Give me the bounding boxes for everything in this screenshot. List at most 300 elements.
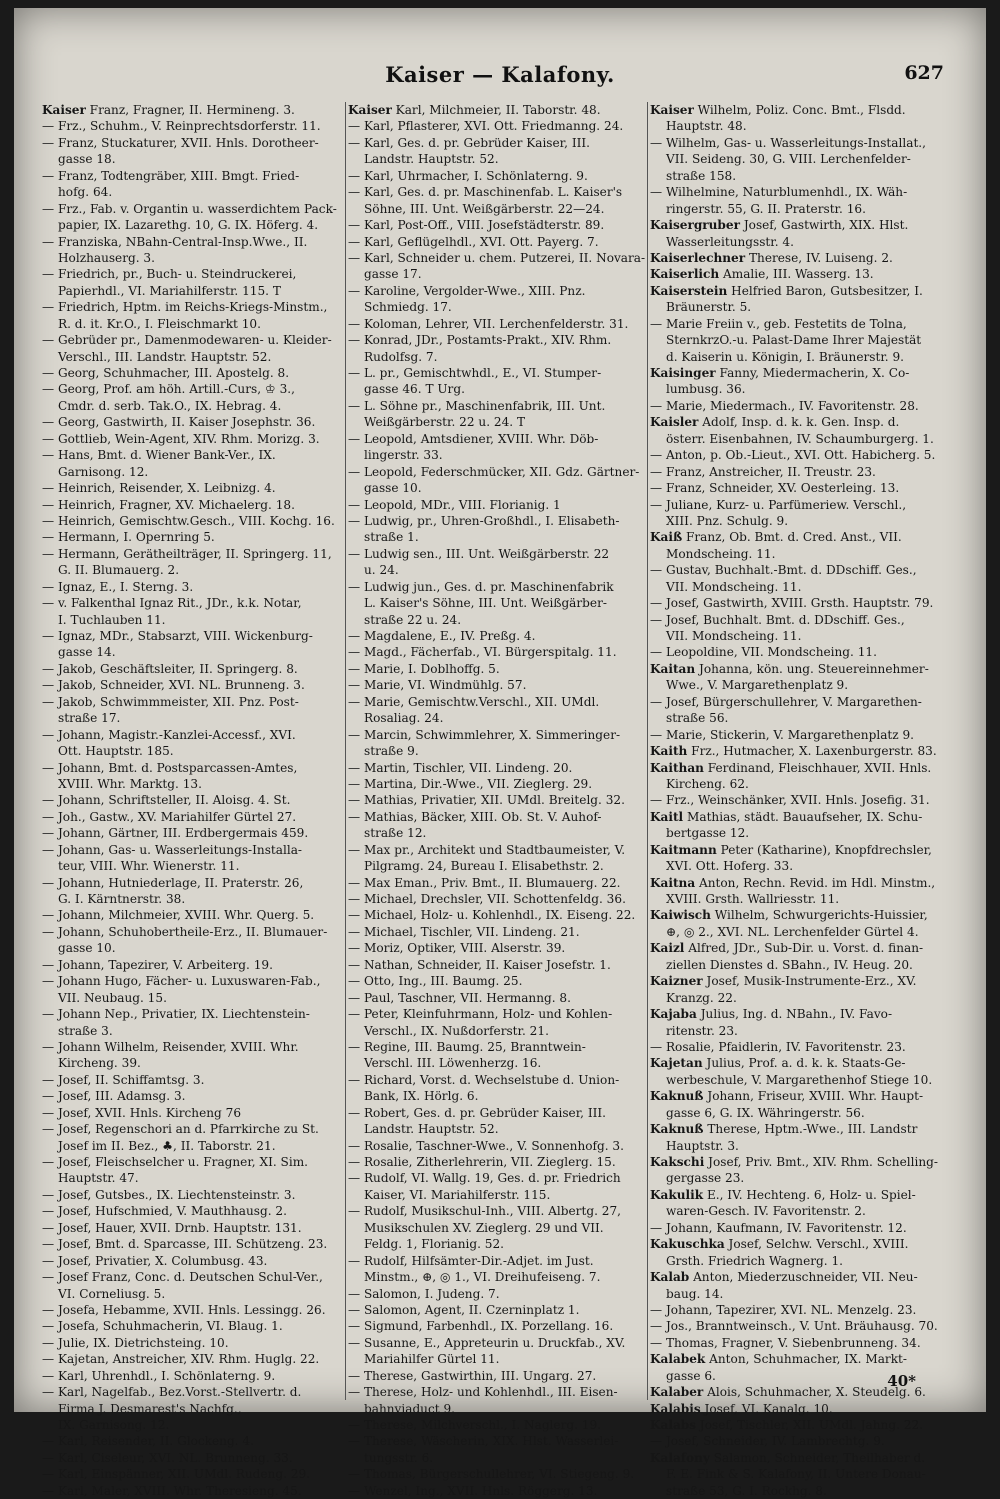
entry-text: — Max Eman., Priv. Bmt., II. Blumauerg. 22.: [348, 875, 621, 890]
entry-line: [650, 595, 948, 611]
entry-line: [650, 480, 948, 496]
page-header: [14, 60, 986, 96]
entry-text: — Josef, Schneider, IV. Lambrechtg. 9.: [650, 1434, 885, 1449]
entry-text: — Koloman, Lehrer, VII. Lerchenfelderstr. 31.: [348, 316, 629, 331]
entry-text: — Leopold, MDr., VIII. Florianig. 1: [348, 497, 561, 512]
entry-text: — Josef, Regenschori an d. Pfarrkirche zu St.: [42, 1122, 319, 1137]
entry-text: — Johann Nep., Privatier, IX. Liechtenstein-: [42, 1007, 310, 1022]
entry-line: [348, 497, 646, 513]
entry-line: [42, 381, 340, 397]
entry-line: [348, 743, 646, 759]
entry-text: teur, VIII. Whr. Wienerstr. 11.: [58, 859, 240, 874]
surname-headword: Kakuschka: [650, 1237, 725, 1252]
surname-headword: Kaisler: [650, 415, 699, 430]
entry-line: [42, 1269, 340, 1285]
entry-line: [348, 875, 646, 891]
page-number: 627: [904, 62, 944, 84]
running-title: Kaiser — Kalafony.: [385, 62, 615, 87]
entry-line: [650, 266, 948, 282]
entry-line: [348, 891, 646, 907]
entry-text: Grsth. Friedrich Wagnerg. 1.: [666, 1253, 844, 1268]
surname-headword: Kaiser: [42, 103, 86, 117]
column-right: [647, 102, 948, 1498]
entry-text: straße 12.: [364, 826, 427, 841]
entry-line: [42, 118, 340, 134]
entry-text: — Franz, Stuckaturer, XVII. Hnls. Dorotheer-: [42, 135, 319, 150]
entry-text: XVIII. Whr. Marktg. 13.: [58, 776, 202, 791]
surname-headword: Kaiserstein: [650, 283, 728, 298]
surname-headword: Kaitmann: [650, 842, 717, 857]
entry-line: [650, 612, 948, 628]
entry-text: — Karl, Post-Off., VIII. Josefstädterstr. 89.: [348, 218, 605, 233]
entry-text: — Karl, Ciseleur, XVI. NL. Brunneng. 33.: [42, 1450, 293, 1465]
entry-line: [650, 201, 948, 217]
entry-text: — Johann, Gärtner, III. Erdbergermais 459.: [42, 826, 309, 841]
entry-text: — Josef, XVII. Hnls. Kircheng 76: [42, 1105, 242, 1120]
entry-text: waren-Gesch. IV. Favoritenstr. 2.: [666, 1204, 866, 1219]
entry-line: [348, 1072, 646, 1088]
entry-line: [42, 727, 340, 743]
entry-line: [42, 1170, 340, 1186]
entry-text: — Josef Franz, Conc. d. Deutschen Schul-Ver.,: [42, 1270, 323, 1285]
entry-text: — Joh., Gastw., XV. Mariahilfer Gürtel 27.: [42, 809, 297, 824]
entry-text: XVI. Ott. Hoferg. 33.: [666, 859, 794, 874]
entry-text: — Salomon, I. Judeng. 7.: [348, 1286, 500, 1301]
surname-headword: Kaiser: [650, 103, 694, 117]
entry-line: [650, 1006, 948, 1022]
entry-line: [650, 1286, 948, 1302]
entry-text: — Kajetan, Anstreicher, XIV. Rhm. Huglg. 22.: [42, 1352, 320, 1367]
entry-text: — Johann Wilhelm, Reisender, XVIII. Whr.: [42, 1039, 299, 1054]
entry-line: [650, 1154, 948, 1170]
entry-line: [348, 151, 646, 167]
entry-text: — Frz., Fab. v. Organtin u. wasserdichtem Pack-: [42, 201, 337, 216]
entry-line: [650, 398, 948, 414]
entry-text: straße 3.: [58, 1023, 113, 1038]
entry-text: — Salomon, Agent, II. Czerninplatz 1.: [348, 1302, 580, 1317]
entry-text: Josef im II. Bez., ♣, II. Taborstr. 21.: [58, 1138, 276, 1153]
entry-line: [650, 234, 948, 250]
entry-line: [348, 957, 646, 973]
entry-line: [650, 1302, 948, 1318]
entry-text: — Marie, Gemischtw.Verschl., XII. UMdl.: [348, 694, 600, 709]
entry-text: — Sigmund, Farbenhdl., IX. Porzellang. 16.: [348, 1319, 614, 1334]
entry-line: [650, 529, 948, 545]
entry-line: [42, 1105, 340, 1121]
entry-text: — Ignaz, E., I. Sterng. 3.: [42, 579, 194, 594]
entry-line: [650, 349, 948, 365]
entry-line: [348, 349, 646, 365]
entry-line: [650, 1401, 948, 1417]
entry-line: [650, 102, 948, 118]
column-left: [42, 102, 340, 1499]
surname-headword: Kaiser: [348, 103, 392, 117]
entry-line: [42, 1072, 340, 1088]
entry-text: Johann, Friseur, XVIII. Whr. Haupt-: [703, 1089, 924, 1104]
entry-line: [42, 414, 340, 430]
entry-line: [650, 940, 948, 956]
entry-line: [42, 365, 340, 381]
entry-line: [42, 1236, 340, 1252]
entry-line: [348, 201, 646, 217]
entry-line: [348, 677, 646, 693]
entry-text: gasse 14.: [58, 645, 116, 660]
entry-text: — Josef, Privatier, X. Columbusg. 43.: [42, 1253, 268, 1268]
entry-text: — Georg, Gastwirth, II. Kaiser Josephstr. 36.: [42, 415, 316, 430]
entry-line: [348, 1384, 646, 1400]
entry-line: [348, 612, 646, 628]
entry-text: — Mathias, Bäcker, XIII. Ob. St. V. Auhof-: [348, 809, 602, 824]
entry-line: [650, 973, 948, 989]
entry-text: — Therese, Wäscherin, XIX. Hlst. Wasserlei-: [348, 1434, 619, 1449]
entry-line: [650, 1351, 948, 1367]
entry-text: Julius, Prof. a. d. k. k. Staats-Ge-: [702, 1056, 906, 1071]
entry-line: [42, 1450, 340, 1466]
entry-line: [42, 332, 340, 348]
entry-text: — Franz, Schneider, XV. Oesterleing. 13.: [650, 481, 900, 496]
entry-text: Landstr. Hauptstr. 52.: [364, 1122, 499, 1137]
surname-headword: Kaisinger: [650, 366, 716, 380]
entry-text: Kranzg. 22.: [666, 990, 737, 1005]
entry-text: werbeschule, V. Margarethenhof Stiege 10.: [666, 1072, 933, 1087]
entry-text: SternkrzO.-u. Palast-Dame Ihrer Majestät: [666, 333, 922, 348]
entry-line: [348, 168, 646, 184]
entry-text: — Franz, Anstreicher, II. Treustr. 23.: [650, 464, 876, 479]
entry-line: [650, 907, 948, 923]
entry-text: — Johann, Schuhobertheile-Erz., II. Blumauer-: [42, 924, 328, 939]
entry-line: [42, 957, 340, 973]
surname-headword: Kalabs: [650, 1418, 697, 1432]
entry-line: [650, 497, 948, 513]
entry-line: [42, 990, 340, 1006]
entry-line: [42, 973, 340, 989]
entry-line: [348, 381, 646, 397]
entry-line: [650, 924, 948, 940]
entry-text: VII. Mondscheing. 11.: [666, 579, 802, 594]
surname-headword: Kaizner: [650, 974, 703, 989]
entry-text: Mondscheing. 11.: [666, 546, 776, 561]
entry-line: [650, 661, 948, 677]
entry-line: [42, 151, 340, 167]
entry-text: Wwe., V. Margarethenplatz 9.: [666, 678, 849, 693]
entry-line: [42, 513, 340, 529]
entry-line: [650, 168, 948, 184]
entry-line: [42, 283, 340, 299]
entry-text: Kaiser, VI. Mariahilferstr. 115.: [364, 1187, 551, 1202]
entry-text: — Friedrich, Hptm. im Reichs-Kriegs-Minstm.,: [42, 300, 328, 315]
entry-line: [650, 381, 948, 397]
entry-text: — Franz, Todtengräber, XIII. Bmgt. Fried-: [42, 168, 300, 183]
entry-line: [42, 875, 340, 891]
entry-line: [42, 677, 340, 693]
column-middle: [345, 102, 646, 1498]
entry-text: — Martina, Dir.-Wwe., VII. Zieglerg. 29.: [348, 776, 593, 791]
entry-line: [42, 792, 340, 808]
entry-text: — Ludwig, pr., Uhren-Großhdl., I. Elisabeth-: [348, 513, 620, 528]
entry-text: — Marcin, Schwimmlehrer, X. Simmeringer-: [348, 727, 621, 742]
entry-text: straße 158.: [666, 168, 737, 183]
entry-text: Josef, Tischler, XII. UMdl. Jahng. 22.: [696, 1418, 924, 1432]
entry-text: — Magd., Fächerfab., VI. Bürgerspitalg. 11.: [348, 645, 617, 660]
entry-line: [650, 332, 948, 348]
entry-line: [348, 792, 646, 808]
entry-line: [42, 612, 340, 628]
entry-line: [42, 776, 340, 792]
entry-text: — Karl, Ges. d. pr. Gebrüder Kaiser, III.: [348, 135, 590, 150]
entry-text: — Karl, Maler, XVIII. Whr. Theresieng. 45.: [42, 1483, 302, 1498]
entry-text: Johanna, kön. ung. Steuereinnehmer-: [695, 661, 929, 676]
entry-text: — Juliane, Kurz- u. Parfümeriew. Verschl.,: [650, 497, 907, 512]
entry-text: Rudolfsg. 7.: [364, 349, 438, 364]
entry-text: gasse 10.: [58, 941, 116, 956]
entry-line: [650, 858, 948, 874]
entry-line: [650, 365, 948, 381]
surname-headword: Kaithan: [650, 760, 704, 775]
entry-text: — Therese, Holz- und Kohlenhdl., III. Eisen-: [348, 1385, 618, 1400]
entry-text: — Marie, Stickerin, V. Margarethenplatz 9.: [650, 727, 915, 742]
entry-line: [650, 546, 948, 562]
entry-line: [42, 1220, 340, 1236]
entry-line: [348, 1466, 646, 1482]
entry-line: [348, 250, 646, 266]
entry-line: [42, 201, 340, 217]
entry-line: [42, 1351, 340, 1367]
entry-text: — Johann, Magistr.-Kanzlei-Accessf., XVI.: [42, 727, 296, 742]
entry-text: Firma J. Desmarest's Nachfg.,: [58, 1401, 242, 1416]
entry-text: — Marie, VI. Windmühlg. 57.: [348, 678, 527, 693]
entry-line: [42, 1335, 340, 1351]
entry-text: — Moriz, Optiker, VIII. Alserstr. 39.: [348, 941, 566, 956]
entry-line: [42, 299, 340, 315]
entry-line: [650, 957, 948, 973]
entry-line: [348, 727, 646, 743]
entry-text: — Jakob, Schneider, XVI. NL. Brunneng. 3.: [42, 678, 305, 693]
entry-text: — Johann, Tapezirer, V. Arbeiterg. 19.: [42, 957, 273, 972]
entry-text: — Marie Freiin v., geb. Festetits de Tolna,: [650, 316, 907, 331]
entry-line: [348, 447, 646, 463]
entry-text: — Leopold, Amtsdiener, XVIII. Whr. Döb-: [348, 431, 599, 446]
entry-text: — Gottlieb, Wein-Agent, XIV. Rhm. Morizg. 3.: [42, 431, 320, 446]
entry-text: Peter (Katharine), Knopfdrechsler,: [716, 842, 932, 857]
entry-line: [348, 644, 646, 660]
entry-line: [42, 431, 340, 447]
surname-headword: Kaith: [650, 744, 688, 759]
entry-line: [348, 1318, 646, 1334]
entry-text: Weißgärberstr. 22 u. 24. T: [364, 415, 526, 430]
entry-line: [348, 940, 646, 956]
entry-line: [348, 1269, 646, 1285]
entry-line: [348, 332, 646, 348]
entry-text: — Josef, Bmt. d. Sparcasse, III. Schützeng. 23.: [42, 1237, 328, 1252]
entry-text: Musikschulen XV. Zieglerg. 29 und VII.: [364, 1220, 604, 1235]
entry-line: [348, 1088, 646, 1104]
entry-text: — Richard, Vorst. d. Wechselstube d. Union-: [348, 1072, 620, 1087]
entry-line: [348, 1433, 646, 1449]
entry-line: [650, 118, 948, 134]
entry-text: Landstr. Hauptstr. 52.: [364, 152, 499, 167]
surname-headword: Kaknuß: [650, 1089, 704, 1104]
entry-text: gasse 6.: [666, 1368, 716, 1383]
entry-line: [650, 1138, 948, 1154]
entry-line: [348, 217, 646, 233]
surname-headword: Kakulik: [650, 1187, 704, 1202]
entry-line: [348, 628, 646, 644]
entry-line: [348, 480, 646, 496]
entry-line: [348, 1417, 646, 1433]
entry-text: G. I. Kärntnerstr. 38.: [58, 892, 186, 906]
entry-text: Schmiedg. 17.: [364, 300, 452, 315]
entry-line: [650, 891, 948, 907]
entry-line: [348, 299, 646, 315]
entry-line: [650, 1335, 948, 1351]
entry-line: [650, 1433, 948, 1449]
entry-line: [348, 414, 646, 430]
entry-line: [42, 398, 340, 414]
entry-line: [348, 595, 646, 611]
entry-text: — Josefa, Schuhmacherin, VI. Blaug. 1.: [42, 1319, 283, 1334]
entry-text: — Jakob, Geschäftsleiter, II. Springerg. 8.: [42, 661, 298, 676]
entry-text: — Hermann, I. Opernring 5.: [42, 530, 215, 545]
entry-text: Alois, Schuhmacher, X. Steudelg. 6.: [703, 1385, 926, 1400]
entry-line: [42, 1006, 340, 1022]
entry-line: [42, 907, 340, 923]
entry-line: [650, 644, 948, 660]
entry-line: [42, 1483, 340, 1499]
entry-line: [348, 1121, 646, 1137]
entry-text: Adolf, Insp. d. k. k. Gen. Insp. d.: [698, 415, 900, 430]
entry-text: — Johann Hugo, Fächer- u. Luxuswaren-Fab.,: [42, 974, 321, 989]
surname-headword: Kalabek: [650, 1352, 706, 1367]
entry-line: [348, 694, 646, 710]
entry-line: [348, 760, 646, 776]
entry-text: gasse 46. T Urg.: [364, 382, 465, 397]
entry-line: [42, 1286, 340, 1302]
entry-text: — Ludwig jun., Ges. d. pr. Maschinenfabrik: [348, 579, 614, 594]
entry-text: Ferdinand, Fleischhauer, XVII. Hnls.: [703, 760, 932, 775]
entry-line: [348, 1220, 646, 1236]
entry-text: — Marie, Miedermach., IV. Favoritenstr. 28.: [650, 398, 919, 413]
entry-line: [42, 1055, 340, 1071]
entry-line: [348, 1253, 646, 1269]
entry-line: [42, 825, 340, 841]
entry-text: I. Tuchlauben 11.: [58, 612, 166, 627]
entry-line: [42, 1417, 340, 1433]
entry-text: — Leopoldine, VII. Mondscheing. 11.: [650, 645, 877, 660]
entry-text: — Magdalene, E., IV. Preßg. 4.: [348, 629, 536, 643]
entry-text: Feldg. 1, Florianig. 52.: [364, 1237, 505, 1252]
entry-line: [42, 1253, 340, 1269]
entry-text: — Karl, Reisender, II. Glockeng. 4.: [42, 1434, 254, 1449]
entry-text: — Rudolf, VI. Wallg. 19, Ges. d. pr. Friedrich: [348, 1171, 621, 1186]
entry-text: — Susanne, E., Appreteurin u. Druckfab., XV.: [348, 1335, 626, 1350]
entry-text: — Heinrich, Fragner, XV. Michaelerg. 18.: [42, 497, 295, 512]
entry-line: [650, 628, 948, 644]
surname-headword: Kajaba: [650, 1007, 697, 1022]
entry-line: [650, 414, 948, 430]
entry-text: gasse 18.: [58, 152, 116, 167]
entry-line: [650, 1055, 948, 1071]
entry-line: [650, 760, 948, 776]
entry-text: — Josef, Fleischselcher u. Fragner, XI. Sim.: [42, 1155, 309, 1169]
entry-line: [42, 529, 340, 545]
entry-line: [650, 464, 948, 480]
entry-text: — Karl, Geflügelhdl., XVI. Ott. Payerg. 7.: [348, 234, 599, 249]
entry-line: [42, 184, 340, 200]
entry-line: [42, 694, 340, 710]
entry-line: [650, 1187, 948, 1203]
entry-text: Rosaliag. 24.: [364, 711, 444, 726]
entry-line: [348, 1187, 646, 1203]
entry-line: [42, 661, 340, 677]
entry-line: [650, 151, 948, 167]
entry-line: [650, 694, 948, 710]
entry-line: [42, 842, 340, 858]
entry-text: Wilhelm, Schwurgerichts-Huissier,: [710, 908, 928, 923]
entry-line: [42, 1368, 340, 1384]
entry-line: [42, 1384, 340, 1400]
entry-text: Franz, Fragner, II. Hermineng. 3.: [85, 103, 295, 117]
entry-text: hofg. 64.: [58, 185, 113, 200]
entry-line: [650, 1072, 948, 1088]
entry-line: [42, 266, 340, 282]
entry-text: — Friedrich, pr., Buch- u. Steindruckerei,: [42, 267, 297, 282]
entry-text: — Gustav, Buchhalt.-Bmt. d. DDschiff. Ges.,: [650, 563, 917, 578]
entry-text: — Gebrüder pr., Damenmodewaren- u. Kleider-: [42, 333, 332, 348]
entry-line: [650, 1088, 948, 1104]
entry-line: [650, 283, 948, 299]
entry-text: Alfred, JDr., Sub-Dir. u. Vorst. d. finan-: [684, 941, 924, 956]
entry-text: — Karl, Schneider u. chem. Putzerei, II. Novara-: [348, 250, 646, 265]
entry-text: — Franziska, NBahn-Central-Insp.Wwe., II.: [42, 234, 308, 249]
entry-line: [42, 1039, 340, 1055]
entry-line: [348, 398, 646, 414]
entry-line: [348, 1302, 646, 1318]
entry-line: [650, 1253, 948, 1269]
entry-text: Cmdr. d. serb. Tak.O., IX. Hebrag. 4.: [58, 398, 282, 413]
entry-text: — Hermann, Gerätheilträger, II. Springerg. 11,: [42, 546, 332, 561]
entry-line: [348, 1023, 646, 1039]
entry-line: [650, 1269, 948, 1285]
entry-text: ritenstr. 23.: [666, 1023, 738, 1038]
entry-line: [650, 1105, 948, 1121]
entry-line: [348, 924, 646, 940]
entry-text: bahnviaduct 9.: [364, 1401, 455, 1416]
entry-line: [650, 579, 948, 595]
entry-text: — Karl, Einspänner, XII. UMdl. Rudeng. 29.: [42, 1467, 311, 1482]
entry-text: E., IV. Hechteng. 6, Holz- u. Spiel-: [703, 1187, 916, 1202]
entry-line: [348, 1286, 646, 1302]
surname-headword: Kaiserlechner: [650, 250, 746, 265]
entry-text: baug. 14.: [666, 1286, 724, 1301]
entry-text: Hauptstr. 48.: [666, 119, 747, 134]
entry-line: [42, 135, 340, 151]
entry-text: — Regine, III. Baumg. 25, Branntwein-: [348, 1039, 586, 1054]
entry-text: — Rosalie, Zitherlehrerin, VII. Zieglerg. 15.: [348, 1155, 616, 1169]
entry-line: [348, 1105, 646, 1121]
entry-text: tungsstr. 6.: [364, 1450, 434, 1465]
entry-line: [650, 825, 948, 841]
entry-line: [348, 907, 646, 923]
entry-line: [348, 1006, 646, 1022]
entry-text: straße 17.: [58, 711, 121, 726]
entry-text: — Josef, Gutsbes., IX. Liechtensteinstr. 3.: [42, 1187, 296, 1202]
entry-line: [42, 1154, 340, 1170]
entry-text: — Karl, Nagelfab., Bez.Vorst.-Stellvertr. d.: [42, 1385, 302, 1400]
entry-line: [348, 825, 646, 841]
entry-text: — Thomas, Bürgerschullehrer, VI. Stiegeng. 9.: [348, 1467, 635, 1482]
entry-text: Josef, VI. Kanalg. 10.: [700, 1401, 833, 1416]
entry-line: [650, 710, 948, 726]
